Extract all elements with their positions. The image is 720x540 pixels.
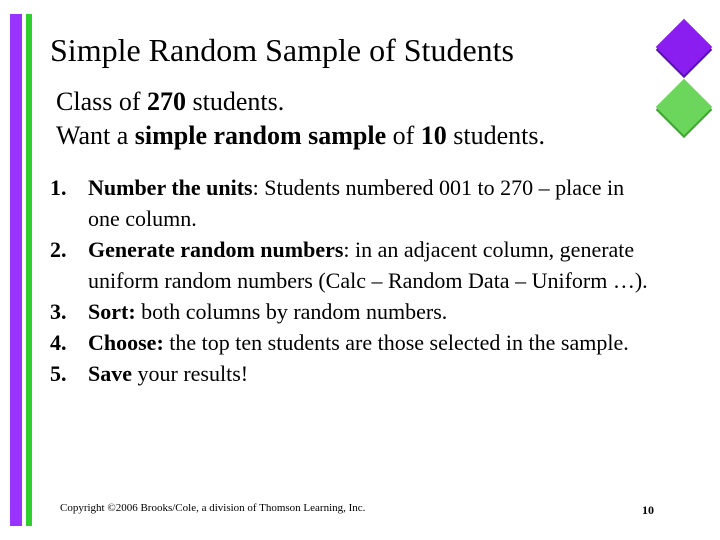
step-text: : Students numbered 001 to 270 – place in one column. — [88, 175, 625, 231]
step-text: your results! — [132, 361, 249, 386]
step-number: 5. — [50, 361, 67, 386]
step-heading: Number the units — [88, 175, 253, 200]
class-size-value: 270 — [147, 87, 186, 116]
step-heading: Generate random numbers — [88, 237, 344, 262]
step-heading: Choose: — [88, 330, 164, 355]
left-accent-bar-green — [26, 14, 32, 526]
step-heading: Save — [88, 361, 132, 386]
slide-title: Simple Random Sample of Students — [50, 32, 514, 68]
step-item — [50, 327, 655, 358]
sample-size-value: 10 — [420, 121, 447, 150]
intro-text: Class of — [56, 87, 147, 116]
green-diamond-decoration — [656, 79, 713, 136]
intro-line-sample — [56, 120, 545, 152]
step-number: 1. — [50, 175, 67, 200]
step-text: the top ten students are those selected in the sample. — [163, 330, 629, 355]
steps-list — [50, 172, 655, 389]
step-item — [50, 358, 655, 389]
left-accent-bar-purple — [10, 14, 22, 526]
step-number: 3. — [50, 299, 67, 324]
intro-line-class-size — [56, 86, 284, 118]
intro-text: students. — [186, 87, 285, 116]
intro-text: Want a — [56, 121, 135, 150]
step-number: 4. — [50, 330, 67, 355]
step-item — [50, 234, 655, 296]
step-number: 2. — [50, 237, 67, 262]
intro-text: students. — [446, 121, 546, 150]
intro-text: of — [386, 121, 421, 150]
step-text: both columns by random numbers. — [135, 299, 448, 324]
step-heading: Sort: — [88, 299, 136, 324]
step-text: : in an adjacent column, generate uniform random numbers (Calc – Random Data – Uniform …). — [88, 237, 648, 293]
step-item — [50, 172, 655, 234]
copyright-notice: Copyright ©2006 Brooks/Cole, a division of Thomson Learning, Inc. — [60, 502, 366, 514]
purple-diamond-decoration — [656, 19, 713, 76]
page-number: 10 — [642, 503, 654, 517]
step-item — [50, 296, 655, 327]
sample-type: simple random sample — [134, 121, 387, 150]
